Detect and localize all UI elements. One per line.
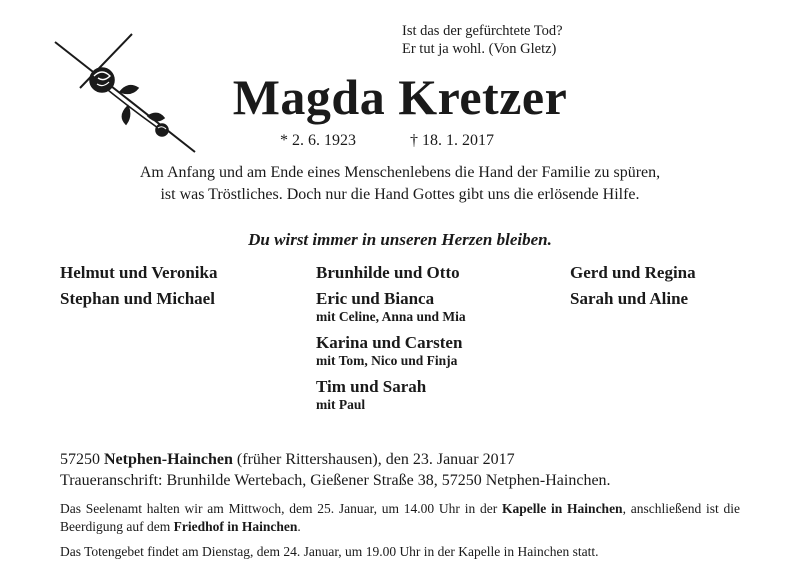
mourning-address: Traueranschrift: Brunhilde Wertebach, Gießener Straße 38, 57250 Netphen-Hainchen. (60, 472, 611, 489)
intro-line-2: ist was Tröstliches. Doch nur die Hand Gottes gibt uns die erlösende Hilfe. (160, 186, 640, 203)
mourner-entry: Brunhilde und Otto (316, 263, 460, 282)
mourner-entry: Eric und Bianca (316, 289, 435, 308)
place-and-date (60, 449, 750, 491)
prayer-notice: Das Totengebet findet am Dienstag, dem 24. Januar, um 19.00 Uhr in der Kapelle in Hainchen statt. (60, 544, 599, 559)
mourner-children: mit Paul (316, 397, 366, 412)
mourner-entry: Gerd und Regina (570, 263, 696, 282)
mourner-children: mit Tom, Nico und Finja (316, 353, 458, 368)
notice-part-2: , anschließend ist die Beerdigung auf dem (60, 501, 741, 534)
zip-code: 57250 (60, 451, 100, 468)
cemetery-name: Friedhof in Hainchen (173, 519, 298, 534)
mourners-column-2 (316, 260, 466, 418)
mourner-entry: Karina und Carsten (316, 333, 463, 352)
mourner-entry: Sarah und Aline (570, 289, 689, 308)
death-date: † 18. 1. 2017 (410, 132, 494, 149)
quote-line-2: Er tut ja wohl. (Von Gletz) (402, 41, 557, 57)
mourner-entry: Stephan und Michael (60, 289, 215, 308)
life-dates (280, 132, 494, 150)
deceased-name: Magda Kretzer (232, 69, 568, 125)
notice-part-1: Das Seelenamt halten wir am Mittwoch, dem 25. Januar, um 14.00 Uhr in der (60, 501, 498, 516)
mourners-column-3 (570, 260, 696, 312)
place-rest: (früher Rittershausen), den 23. Januar 2017 (236, 451, 515, 468)
town-name: Netphen-Hainchen (104, 451, 233, 468)
mourner-entry: Tim und Sarah (316, 377, 427, 396)
intro-line-1: Am Anfang und am Ende eines Menschenlebens die Hand der Familie zu spüren, (139, 164, 661, 181)
intro-text (0, 162, 800, 206)
service-notice (60, 500, 740, 536)
motto: Du wirst immer in unseren Herzen bleiben. (248, 230, 552, 249)
birth-date: * 2. 6. 1923 (280, 132, 356, 149)
mourner-children: mit Celine, Anna und Mia (316, 309, 466, 324)
mourners-column-1 (60, 260, 217, 312)
quote-line-1: Ist das der gefürchtete Tod? (402, 23, 563, 39)
chapel-name: Kapelle in Hainchen (502, 501, 623, 516)
notice-part-3: . (297, 519, 301, 534)
place-line (60, 449, 750, 470)
quote-block (402, 22, 563, 58)
mourner-entry: Helmut und Veronika (60, 263, 218, 282)
